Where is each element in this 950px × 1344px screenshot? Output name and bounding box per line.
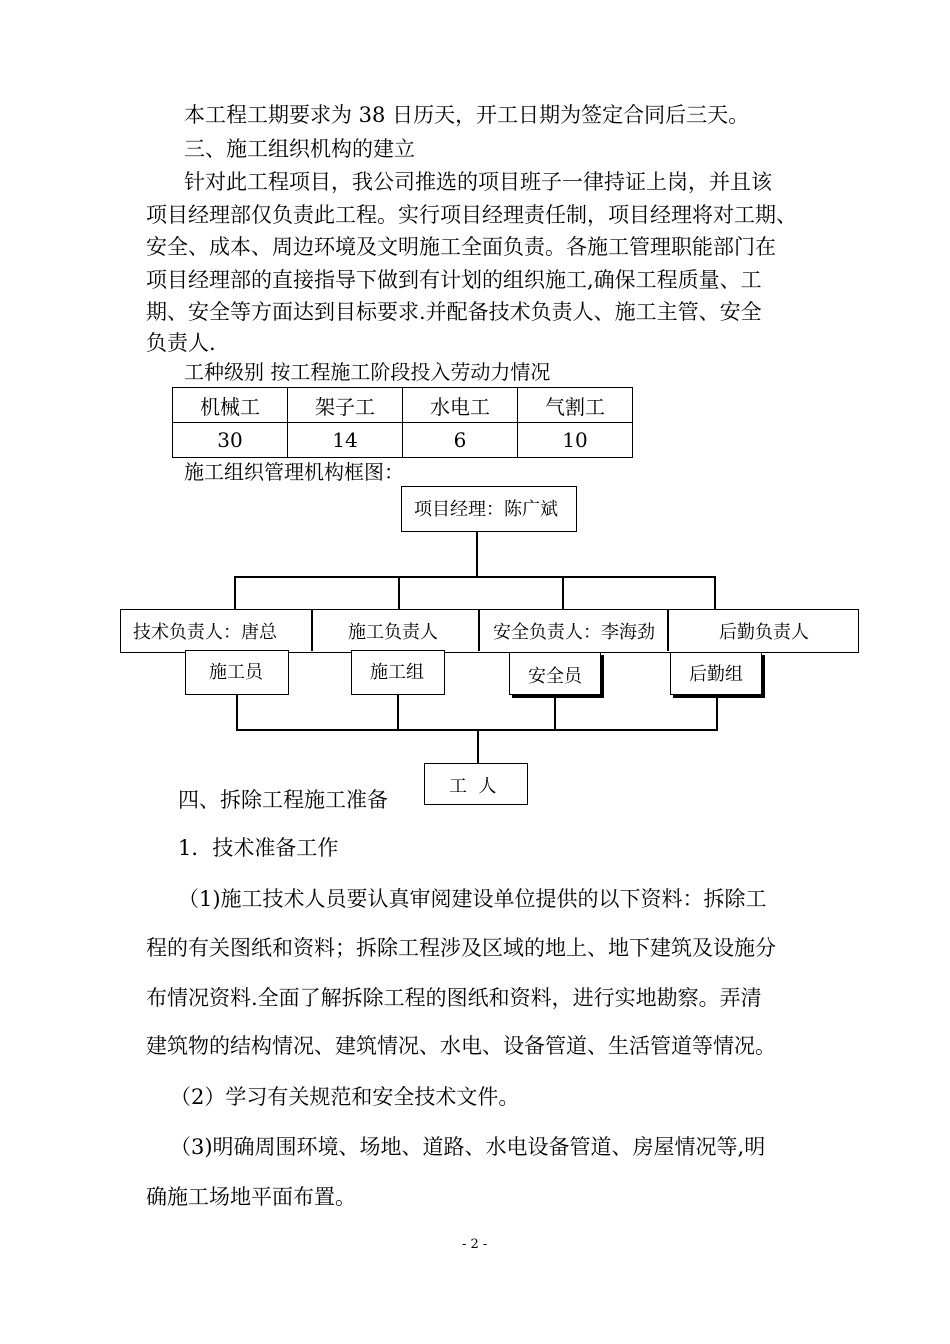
org-bottom-label: 工 人 xyxy=(449,776,497,797)
labor-table xyxy=(172,387,633,458)
para1-line: 安全、成本、周边环境及文明施工全面负责。各施工管理职能部门在 xyxy=(146,235,776,259)
org-team-box xyxy=(351,650,445,695)
section3-heading: 三、施工组织机构的建立 xyxy=(184,137,415,161)
divider xyxy=(478,610,480,651)
org-team-label: 施工组 xyxy=(370,662,424,683)
connector-line xyxy=(236,695,238,730)
org-manager-label: 后勤负责人 xyxy=(719,622,809,643)
org-team-label: 安全员 xyxy=(528,666,582,687)
table-header-cell: 气割工 xyxy=(518,388,633,423)
org-manager-row xyxy=(120,609,859,653)
subheading: 1．技术准备工作 xyxy=(178,836,339,860)
item1-line: （1)施工技术人员要认真审阅建设单位提供的以下资料：拆除工 xyxy=(178,887,767,911)
item3-line: 确施工场地平面布置。 xyxy=(146,1185,356,1209)
table-cell: 14 xyxy=(288,423,403,458)
table-header-cell: 水电工 xyxy=(403,388,518,423)
table-header-cell: 架子工 xyxy=(288,388,403,423)
item1-line: 程的有关图纸和资料；拆除工程涉及区域的地上、地下建筑及设施分 xyxy=(146,936,776,960)
para1-line: 项目经理部的直接指导下做到有计划的组织施工,确保工程质量、工 xyxy=(146,268,762,292)
divider xyxy=(311,610,313,651)
org-chart-caption: 施工组织管理机构框图： xyxy=(184,460,404,484)
item3-line: （3)明确周围环境、场地、道路、水电设备管道、房屋情况等,明 xyxy=(170,1135,766,1159)
para1-line: 针对此工程项目，我公司推选的项目班子一律持证上岗，并且该 xyxy=(184,170,772,194)
org-top-label: 项目经理：陈广斌 xyxy=(414,499,558,520)
connector-line xyxy=(554,697,556,730)
connector-line xyxy=(476,532,478,577)
org-manager-label: 技术负责人：唐总 xyxy=(133,622,277,643)
org-team-box xyxy=(670,652,762,695)
org-bottom-box xyxy=(424,763,528,805)
connector-line xyxy=(714,576,716,610)
table-cell: 6 xyxy=(403,423,518,458)
org-team-box xyxy=(185,650,289,695)
table-header-row xyxy=(173,388,633,423)
item1-line: 布情况资料.全面了解拆除工程的图纸和资料，进行实地勘察。弄清 xyxy=(146,986,762,1010)
connector-line xyxy=(234,576,716,578)
section4-heading: 四、拆除工程施工准备 xyxy=(178,788,388,812)
table-cell: 10 xyxy=(518,423,633,458)
table-header-cell: 机械工 xyxy=(173,388,288,423)
divider xyxy=(667,610,669,651)
page-number: - 2 - xyxy=(462,1237,488,1252)
item1-line: 建筑物的结构情况、建筑情况、水电、设备管道、生活管道等情况。 xyxy=(146,1034,776,1058)
connector-line xyxy=(716,697,718,730)
connector-line xyxy=(562,576,564,610)
connector-line xyxy=(398,576,400,610)
org-manager-label: 安全负责人：李海劲 xyxy=(493,622,655,643)
para1-line: 项目经理部仅负责此工程。实行项目经理责任制，项目经理将对工期、 xyxy=(146,203,797,227)
para1-line: 负责人. xyxy=(146,331,216,355)
item2-line: （2）学习有关规范和安全技术文件。 xyxy=(170,1085,520,1109)
org-team-label: 后勤组 xyxy=(689,664,743,685)
para1-line: 期、安全等方面达到目标要求.并配备技术负责人、施工主管、安全 xyxy=(146,300,762,324)
connector-line xyxy=(397,695,399,730)
org-manager-label: 施工负责人 xyxy=(348,622,438,643)
org-team-box xyxy=(509,652,601,695)
table-row xyxy=(173,423,633,458)
org-top-box xyxy=(401,486,577,532)
org-team-label: 施工员 xyxy=(209,662,263,683)
duration-line: 本工程工期要求为 38 日历天，开工日期为签定合同后三天。 xyxy=(184,103,750,127)
table-caption: 工种级别 按工程施工阶段投入劳动力情况 xyxy=(184,360,551,384)
connector-line xyxy=(234,576,236,610)
connector-line xyxy=(477,729,479,764)
table-cell: 30 xyxy=(173,423,288,458)
